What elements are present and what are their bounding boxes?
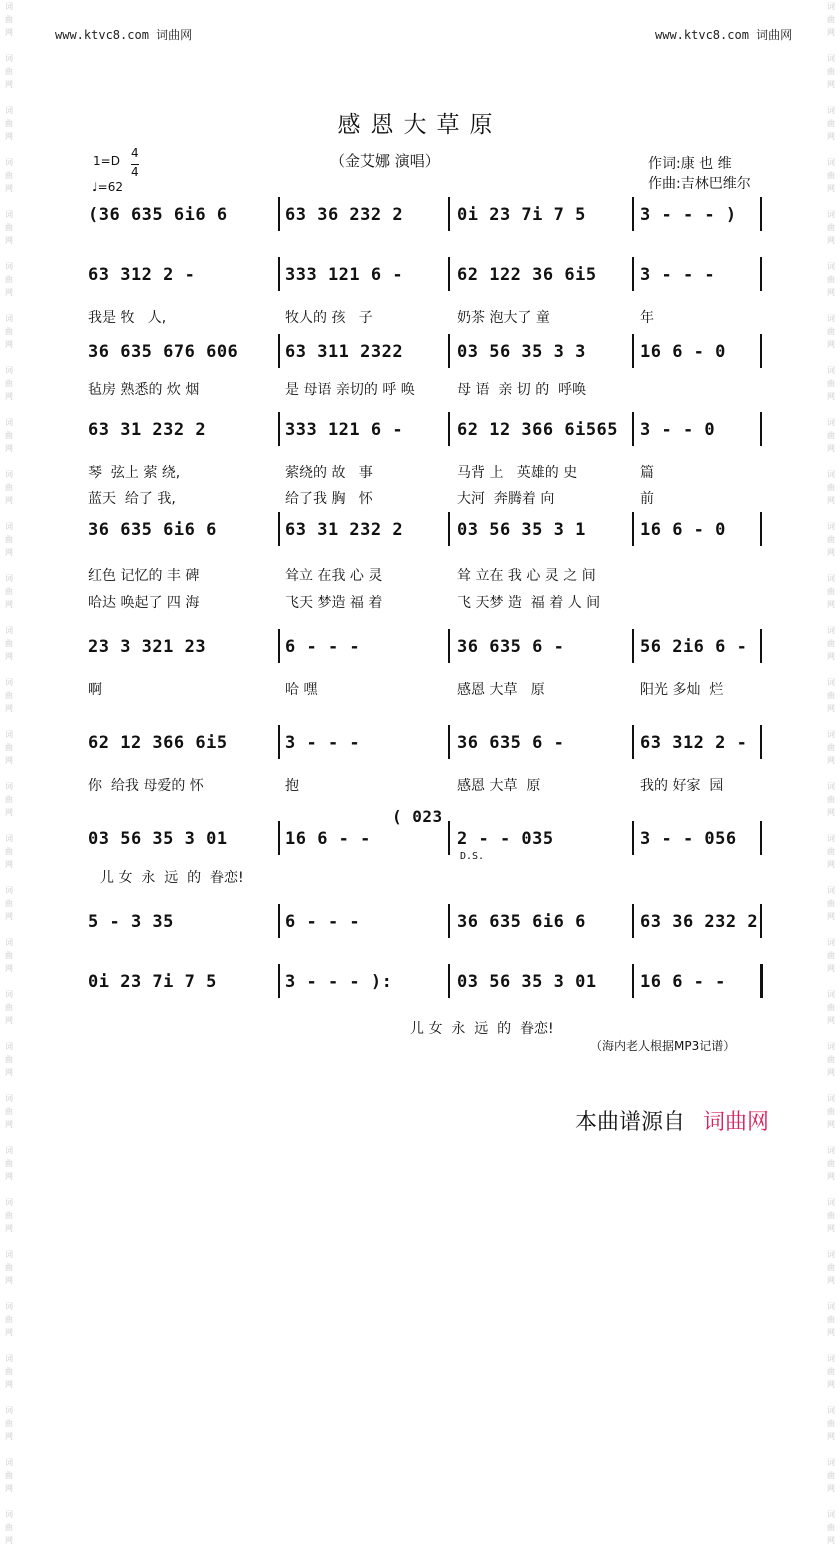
lyric-segment: 篇 [640, 465, 654, 481]
lyric-line [0, 679, 840, 699]
lyric-segment: 感恩 大草 原 [457, 778, 541, 794]
measure: 62 122 36 6i5 [457, 265, 597, 285]
measure: 16 6 - 0 [640, 520, 726, 540]
lyric-segment: 我是 牧 人, [88, 310, 167, 326]
bar-line [760, 725, 762, 759]
lyric-segment: 马背 上 英雄的 史 [457, 465, 578, 481]
measure: 63 36 232 2 [640, 912, 759, 932]
lyric-line [0, 462, 840, 482]
lyric-segment: 是 母语 亲切的 呼 唤 [285, 382, 415, 398]
bar-line [760, 629, 762, 663]
lyric-segment: 儿 女 永 远 的 眷恋! [100, 870, 244, 886]
tempo-marking: ♩=62 [92, 180, 123, 194]
bar-line [448, 197, 450, 231]
bar-line [632, 629, 634, 663]
score-row [0, 420, 840, 460]
bar-line [760, 512, 762, 546]
bar-line [278, 257, 280, 291]
lyric-line [0, 867, 840, 887]
measure: 2 - - 035 [457, 829, 554, 849]
site-url-left[interactable]: www.ktvc8.com 词曲网 [55, 28, 193, 42]
bar-line [448, 904, 450, 938]
measure: 333 121 6 - [285, 265, 404, 285]
bar-line [760, 197, 762, 231]
bar-line [448, 512, 450, 546]
bar-line [632, 257, 634, 291]
score-row [0, 807, 840, 869]
bar-line [278, 512, 280, 546]
measure: 36 635 6 - [457, 637, 565, 657]
transcription-note: （海内老人根据MP3记谱） [590, 1039, 736, 1053]
measure: 16 6 - 0 [640, 342, 726, 362]
measure: 62 12 366 6i565 [457, 420, 619, 440]
ds-marking: D.S. [460, 851, 485, 862]
lyric-line [0, 592, 840, 612]
bar-line [448, 412, 450, 446]
lyric-segment: 耸 立在 我 心 灵 之 间 [457, 568, 596, 584]
measure: 3 - - 0 [640, 420, 716, 440]
bar-line [278, 334, 280, 368]
song-title: 感恩大草原 [337, 112, 503, 138]
measure: 63 31 232 2 [88, 420, 207, 440]
lyric-segment: 哈 嘿 [285, 682, 318, 698]
score-row [0, 912, 840, 952]
bar-line [448, 725, 450, 759]
measure: 16 6 - - [285, 829, 371, 849]
lyric-segment: 母 语 亲 切 的 呼唤 [457, 382, 587, 398]
lyric-segment: 牧人的 孩 子 [285, 310, 373, 326]
lyric-segment: 飞 天梦 造 福 着 人 间 [457, 595, 601, 611]
measure: 333 121 6 - [285, 420, 404, 440]
measure: 6 - - - [285, 912, 361, 932]
key-signature: 1=D [93, 154, 120, 168]
lyric-segment: 红色 记忆的 丰 碑 [88, 568, 200, 584]
lyric-segment: 你 给我 母爱的 怀 [88, 778, 204, 794]
measure: 5 - 3 35 [88, 912, 174, 932]
footer-text: 本曲谱源自 [575, 1110, 686, 1135]
measure: 03 56 35 3 1 [457, 520, 586, 540]
measure: 0i 23 7i 7 5 [88, 972, 217, 992]
score-row [0, 205, 840, 245]
lyric-line [0, 1018, 840, 1038]
measure: 3 - - 056 [640, 829, 737, 849]
left-watermark-strip: 词 曲 网 词 曲 网 词 曲 网 词 曲 网 词 曲 网 词 曲 网 词 曲 网 词 曲 网 词 曲 网 词 曲 网 词 曲 网 词 曲 网 词 曲 网 词 曲 网 词 曲 网 词 曲 网 词 曲 网 词 曲 网 词 曲 网 词 曲 网 词 曲 网 词 曲 网 词 曲 网 词 曲 网 词 曲 网 词 曲 网 词 曲 网 词 曲 网 词 曲 网 词 曲 网 [5, 2, 13, 1545]
score-row [0, 520, 840, 560]
bar-line [278, 964, 280, 998]
bar-line [632, 725, 634, 759]
lyric-segment: 奶茶 泡大了 童 [457, 310, 550, 326]
bar-line [760, 257, 762, 291]
measure: 16 6 - - [640, 972, 726, 992]
measure: 23 3 321 23 [88, 637, 207, 657]
bar-line [448, 821, 450, 855]
measure: 62 12 366 6i5 [88, 733, 228, 753]
bar-line [278, 904, 280, 938]
bar-line [632, 964, 634, 998]
lyric-segment: 儿 女 永 远 的 眷恋! [410, 1021, 554, 1037]
lyric-line [0, 488, 840, 508]
measure: 63 36 232 2 [285, 205, 404, 225]
score-row [0, 972, 840, 1012]
bar-line [760, 334, 762, 368]
lyric-line [0, 379, 840, 399]
lyric-segment: 萦绕的 故 事 [285, 465, 373, 481]
bar-line [760, 964, 763, 998]
measure: 63 31 232 2 [285, 520, 404, 540]
measure: 63 312 2 - [640, 733, 748, 753]
measure: 3 - - - [285, 733, 361, 753]
bar-line [760, 821, 762, 855]
right-watermark-strip: 词 曲 网 词 曲 网 词 曲 网 词 曲 网 词 曲 网 词 曲 网 词 曲 网 词 曲 网 词 曲 网 词 曲 网 词 曲 网 词 曲 网 词 曲 网 词 曲 网 词 曲 网 词 曲 网 词 曲 网 词 曲 网 词 曲 网 词 曲 网 词 曲 网 词 曲 网 词 曲 网 词 曲 网 词 曲 网 词 曲 网 词 曲 网 词 曲 网 词 曲 网 词 曲 网 [827, 2, 835, 1545]
bar-line [278, 821, 280, 855]
composer-credit: 作曲:吉林巴维尔 [648, 176, 751, 192]
lyric-segment: 年 [640, 310, 654, 326]
score-row [0, 342, 840, 382]
bar-line [448, 334, 450, 368]
lyric-segment: 给了我 胸 怀 [285, 491, 373, 507]
lyric-segment: 耸立 在我 心 灵 [285, 568, 383, 584]
lyric-segment: 琴 弦上 萦 绕, [88, 465, 181, 481]
lyric-line [0, 307, 840, 327]
measure: 0i 23 7i 7 5 [457, 205, 586, 225]
lyric-segment: 感恩 大草 原 [457, 682, 545, 698]
bar-line [760, 412, 762, 446]
bar-line [448, 964, 450, 998]
measure: 36 635 6i6 6 [457, 912, 586, 932]
lyric-segment: 毡房 熟悉的 炊 烟 [88, 382, 200, 398]
lyric-segment: 哈达 唤起了 四 海 [88, 595, 200, 611]
measure: 6 - - - [285, 637, 361, 657]
lyric-segment: 蓝天 给了 我, [88, 491, 176, 507]
measure: 3 - - - [640, 265, 716, 285]
lyric-segment: 飞天 梦造 福 着 [285, 595, 383, 611]
lyric-segment: 抱 [285, 778, 299, 794]
time-signature-bottom: 4 [131, 165, 139, 179]
lyric-segment: 大河 奔腾着 向 [457, 491, 555, 507]
footer-brand[interactable]: 词曲网 [703, 1110, 770, 1135]
measure: 63 311 2322 [285, 342, 404, 362]
measure: 36 635 6 - [457, 733, 565, 753]
measure: 03 56 35 3 3 [457, 342, 586, 362]
measure: 03 56 35 3 01 [457, 972, 597, 992]
lyric-segment: 阳光 多灿 烂 [640, 682, 724, 698]
score-row [0, 637, 840, 677]
lyric-line [0, 775, 840, 795]
bar-line [448, 257, 450, 291]
measure: 36 635 676 606 [88, 342, 239, 362]
footer-source [575, 1105, 769, 1136]
bar-line [632, 197, 634, 231]
bar-line [760, 904, 762, 938]
measure: 36 635 6i6 6 [88, 520, 217, 540]
measure: 3 - - - ) [640, 205, 737, 225]
measure: 03 56 35 3 01 [88, 829, 228, 849]
bar-line [278, 725, 280, 759]
score-row [0, 265, 840, 305]
lyric-segment: 啊 [88, 682, 102, 698]
bar-line [632, 334, 634, 368]
bar-line [278, 629, 280, 663]
singer-credit: （金艾娜 演唱） [330, 152, 440, 170]
bar-line [448, 629, 450, 663]
site-url-right[interactable]: www.ktvc8.com 词曲网 [655, 28, 793, 42]
lyric-segment: 我的 好家 园 [640, 778, 724, 794]
measure: (36 635 6i6 6 [88, 205, 228, 225]
lyricist-credit: 作词:康 也 维 [648, 156, 732, 172]
measure: 63 312 2 - [88, 265, 196, 285]
measure: 3 - - - ): [285, 972, 393, 992]
lyric-line [0, 565, 840, 585]
ds-bracket: ( 023 [392, 807, 443, 826]
bar-line [632, 512, 634, 546]
bar-line [632, 821, 634, 855]
bar-line [632, 904, 634, 938]
score-row [0, 733, 840, 773]
measure: 56 2i6 6 - [640, 637, 748, 657]
lyric-segment: 前 [640, 491, 654, 507]
bar-line [278, 197, 280, 231]
bar-line [632, 412, 634, 446]
time-signature-top: 4 [131, 146, 139, 160]
bar-line [278, 412, 280, 446]
